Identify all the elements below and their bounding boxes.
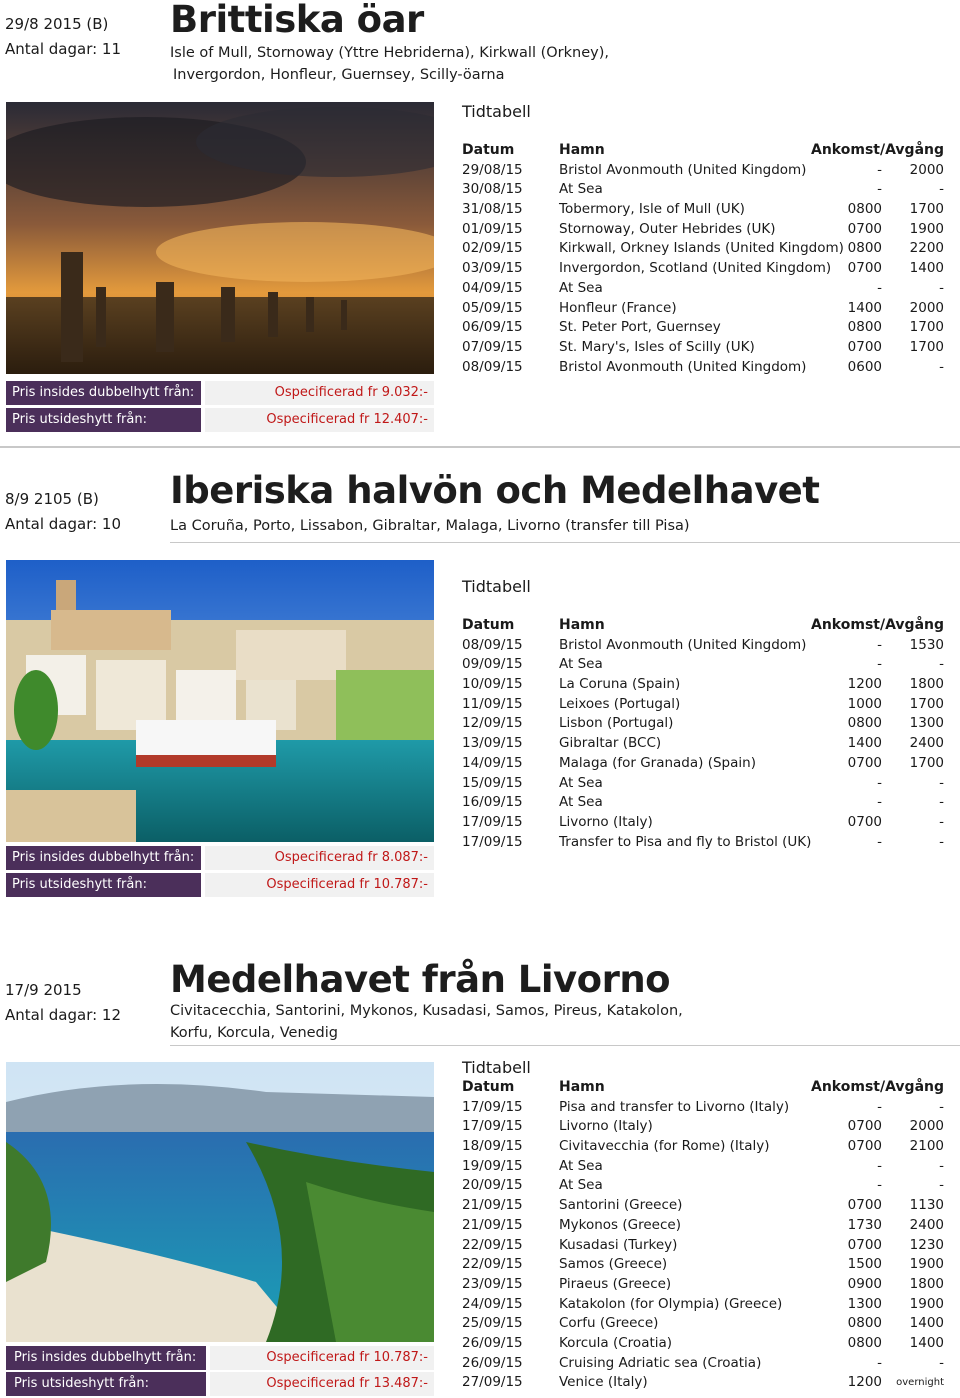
- row-departure: 1400: [909, 260, 944, 277]
- row-port: Santorini (Greece): [559, 1197, 683, 1214]
- row-departure: -: [939, 1098, 944, 1115]
- row-date: 17/09/15: [462, 1098, 523, 1115]
- row-arrival: 0900: [847, 1275, 882, 1292]
- row-arrival: 0800: [847, 1315, 882, 1332]
- row-date: 22/09/15: [462, 1236, 523, 1253]
- cruise-photo-harbor-town: [6, 560, 434, 842]
- row-arrival: 1300: [847, 1295, 882, 1312]
- row-port: Kusadasi (Turkey): [559, 1236, 678, 1253]
- row-arrival: 0800: [847, 1334, 882, 1351]
- row-date: 08/09/15: [462, 636, 523, 653]
- row-port: Kirkwall, Orkney Islands (United Kingdom): [559, 240, 844, 257]
- row-date: 08/09/15: [462, 358, 523, 375]
- row-date: 16/09/15: [462, 794, 523, 811]
- row-departure: -: [939, 774, 944, 791]
- row-departure: -: [939, 1157, 944, 1174]
- timetable-row: [462, 1157, 952, 1177]
- timetable-row: [462, 675, 952, 695]
- timetable-row: [462, 695, 952, 715]
- timetable-row: [462, 813, 952, 833]
- row-arrival: 1500: [847, 1256, 882, 1273]
- subtitle-line: Invergordon, Honfleur, Guernsey, Scilly-öarna: [173, 67, 505, 83]
- row-port: Katakolon (for Olympia) (Greece): [559, 1295, 783, 1312]
- cruise-days: Antal dagar: 10: [5, 515, 122, 533]
- row-arrival: 1400: [847, 735, 882, 752]
- col-port-header: Hamn: [559, 142, 605, 158]
- cruise-title: Medelhavet från Livorno: [170, 958, 671, 1001]
- row-date: 14/09/15: [462, 754, 523, 771]
- row-arrival: 0700: [847, 1197, 882, 1214]
- price-outside-row: [6, 873, 434, 897]
- row-date: 05/09/15: [462, 299, 523, 316]
- timetable-row: [462, 1117, 952, 1137]
- row-port: Invergordon, Scotland (United Kingdom): [559, 260, 832, 277]
- row-arrival: -: [877, 794, 882, 811]
- cruise-date: 17/9 2015: [5, 981, 82, 999]
- timetable-header: [462, 141, 952, 161]
- cruise-date: 8/9 2105 (B): [5, 490, 99, 508]
- col-arr-dep-header: Ankomst/Avgång: [811, 617, 944, 633]
- col-port-header: Hamn: [559, 617, 605, 633]
- timetable-row: [462, 239, 952, 259]
- timetable-row: [462, 1098, 952, 1118]
- row-port: Mykonos (Greece): [559, 1216, 681, 1233]
- row-arrival: 0700: [847, 1236, 882, 1253]
- subtitle-line: Korfu, Korcula, Venedig: [170, 1025, 338, 1041]
- row-date: 07/09/15: [462, 338, 523, 355]
- row-date: 17/09/15: [462, 813, 523, 830]
- row-port: Malaga (for Granada) (Spain): [559, 754, 756, 771]
- row-departure: 1700: [909, 338, 944, 355]
- row-departure: -: [939, 656, 944, 673]
- price-outside-value: Ospecificerad fr 10.787:-: [205, 873, 434, 897]
- row-departure: 1900: [909, 1256, 944, 1273]
- cruise-3-meta: [5, 978, 121, 1028]
- price-inside-label: Pris insides dubbelhytt från:: [6, 846, 201, 870]
- row-date: 22/09/15: [462, 1256, 523, 1273]
- row-arrival: 0700: [847, 260, 882, 277]
- subtitle-line: Civitacecchia, Santorini, Mykonos, Kusadasi, Samos, Pireus, Katakolon,: [170, 1003, 683, 1019]
- timetable-row: [462, 833, 952, 853]
- row-port: Venice (Italy): [559, 1374, 648, 1391]
- price-outside-value: Ospecificerad fr 12.407:-: [205, 408, 434, 432]
- row-arrival: 0700: [847, 754, 882, 771]
- row-departure: 2100: [909, 1138, 944, 1155]
- price-outside-label: Pris utsideshytt från:: [6, 873, 201, 897]
- row-port: Corfu (Greece): [559, 1315, 659, 1332]
- row-port: At Sea: [559, 656, 603, 673]
- row-port: Livorno (Italy): [559, 1118, 653, 1135]
- cruise-title: Brittiska öar: [170, 0, 424, 41]
- timetable-row: [462, 774, 952, 794]
- timetable-row: [462, 1137, 952, 1157]
- row-date: 29/08/15: [462, 161, 523, 178]
- row-port: At Sea: [559, 774, 603, 791]
- row-date: 13/09/15: [462, 735, 523, 752]
- row-date: 09/09/15: [462, 656, 523, 673]
- timetable: [462, 616, 952, 852]
- row-port: Lisbon (Portugal): [559, 715, 674, 732]
- row-departure: 2400: [909, 1216, 944, 1233]
- timetable-row: [462, 200, 952, 220]
- row-departure: -: [939, 358, 944, 375]
- title-underline: [170, 1045, 960, 1046]
- row-departure: -: [939, 1354, 944, 1371]
- timetable-row: [462, 754, 952, 774]
- col-arr-dep-header: Ankomst/Avgång: [811, 1079, 944, 1095]
- row-date: 20/09/15: [462, 1177, 523, 1194]
- timetable-row: [462, 318, 952, 338]
- cruise-days: Antal dagar: 12: [5, 1006, 122, 1024]
- timetable-title: Tidtabell: [462, 1058, 531, 1077]
- timetable-row: [462, 714, 952, 734]
- row-date: 30/08/15: [462, 181, 523, 198]
- subtitle-line: Isle of Mull, Stornoway (Yttre Hebriderna), Kirkwall (Orkney),: [170, 45, 609, 61]
- row-port: Stornoway, Outer Hebrides (UK): [559, 220, 776, 237]
- row-arrival: 1200: [847, 1374, 882, 1391]
- timetable-row: [462, 338, 952, 358]
- row-departure: 2000: [909, 1118, 944, 1135]
- row-departure: 2000: [909, 161, 944, 178]
- timetable-row: [462, 259, 952, 279]
- row-date: 03/09/15: [462, 260, 523, 277]
- row-port: Gibraltar (BCC): [559, 735, 662, 752]
- timetable-row: [462, 1354, 952, 1374]
- timetable-row: [462, 220, 952, 240]
- title-underline: [170, 542, 960, 543]
- price-inside-value: Ospecificerad fr 9.032:-: [205, 381, 434, 405]
- row-departure: 1900: [909, 220, 944, 237]
- row-port: Leixoes (Portugal): [559, 695, 681, 712]
- cruise-subtitle: [170, 42, 609, 86]
- row-port: La Coruna (Spain): [559, 676, 681, 693]
- row-date: 02/09/15: [462, 240, 523, 257]
- row-departure: 1300: [909, 715, 944, 732]
- timetable-row: [462, 636, 952, 656]
- timetable-row: [462, 1176, 952, 1196]
- row-arrival: -: [877, 636, 882, 653]
- row-arrival: 0800: [847, 240, 882, 257]
- row-date: 24/09/15: [462, 1295, 523, 1312]
- row-port: Civitavecchia (for Rome) (Italy): [559, 1138, 770, 1155]
- row-port: Transfer to Pisa and fly to Bristol (UK): [559, 833, 812, 850]
- row-arrival: -: [877, 1354, 882, 1371]
- row-departure: 1800: [909, 1275, 944, 1292]
- row-departure: 2400: [909, 735, 944, 752]
- timetable-row: [462, 1236, 952, 1256]
- price-outside-row: [6, 408, 434, 432]
- cruise-photo-greek-bay: [6, 1062, 434, 1342]
- row-port: At Sea: [559, 279, 603, 296]
- row-date: 27/09/15: [462, 1374, 523, 1391]
- row-date: 15/09/15: [462, 774, 523, 791]
- row-arrival: -: [877, 1098, 882, 1115]
- cruise-subtitle: [170, 515, 690, 537]
- timetable: [462, 141, 952, 377]
- timetable-row: [462, 358, 952, 378]
- timetable-row: [462, 655, 952, 675]
- row-port: Bristol Avonmouth (United Kingdom): [559, 358, 807, 375]
- row-departure: 1700: [909, 319, 944, 336]
- row-date: 25/09/15: [462, 1315, 523, 1332]
- row-arrival: 0700: [847, 813, 882, 830]
- section-divider: [0, 446, 960, 448]
- timetable-row: [462, 1373, 952, 1393]
- row-port: At Sea: [559, 1177, 603, 1194]
- timetable-title: Tidtabell: [462, 102, 531, 121]
- row-port: Pisa and transfer to Livorno (Italy): [559, 1098, 790, 1115]
- row-port: St. Mary's, Isles of Scilly (UK): [559, 338, 755, 355]
- row-departure: 1700: [909, 754, 944, 771]
- timetable-title: Tidtabell: [462, 577, 531, 596]
- row-departure: -: [939, 813, 944, 830]
- timetable-row: [462, 1255, 952, 1275]
- price-inside-row: [6, 846, 434, 870]
- timetable-row: [462, 1314, 952, 1334]
- row-arrival: -: [877, 1157, 882, 1174]
- col-date-header: Datum: [462, 1079, 515, 1095]
- row-arrival: 1200: [847, 676, 882, 693]
- timetable-row: [462, 1275, 952, 1295]
- row-departure: -: [939, 794, 944, 811]
- col-date-header: Datum: [462, 617, 515, 633]
- timetable-row: [462, 1216, 952, 1236]
- price-outside-label: Pris utsideshytt från:: [6, 1372, 206, 1396]
- row-departure: 2000: [909, 299, 944, 316]
- timetable-row: [462, 1295, 952, 1315]
- timetable-header: [462, 1078, 952, 1098]
- row-port: Bristol Avonmouth (United Kingdom): [559, 161, 807, 178]
- col-date-header: Datum: [462, 142, 515, 158]
- row-date: 31/08/15: [462, 201, 523, 218]
- row-arrival: -: [877, 833, 882, 850]
- row-departure: -: [939, 279, 944, 296]
- timetable-row: [462, 279, 952, 299]
- timetable-row: [462, 180, 952, 200]
- row-arrival: 0600: [847, 358, 882, 375]
- row-arrival: 1000: [847, 695, 882, 712]
- subtitle-line: La Coruña, Porto, Lissabon, Gibraltar, Malaga, Livorno (transfer till Pisa): [170, 518, 690, 534]
- row-port: At Sea: [559, 794, 603, 811]
- price-inside-value: Ospecificerad fr 10.787:-: [210, 1346, 434, 1370]
- row-departure: 1530: [909, 636, 944, 653]
- row-departure: 1400: [909, 1334, 944, 1351]
- price-outside-label: Pris utsideshytt från:: [6, 408, 201, 432]
- row-arrival: -: [877, 161, 882, 178]
- price-inside-label: Pris insides dubbelhytt från:: [6, 1346, 206, 1370]
- row-date: 12/09/15: [462, 715, 523, 732]
- timetable-row: [462, 793, 952, 813]
- row-date: 17/09/15: [462, 833, 523, 850]
- cruise-title: Iberiska halvön och Medelhavet: [170, 469, 820, 512]
- row-port: Honfleur (France): [559, 299, 677, 316]
- price-inside-label: Pris insides dubbelhytt från:: [6, 381, 201, 405]
- timetable-row: [462, 734, 952, 754]
- row-date: 19/09/15: [462, 1157, 523, 1174]
- price-outside-row: [6, 1372, 434, 1396]
- row-departure: 2200: [909, 240, 944, 257]
- price-outside-value: Ospecificerad fr 13.487:-: [210, 1372, 434, 1396]
- cruise-days: Antal dagar: 11: [5, 40, 122, 58]
- row-port: At Sea: [559, 1157, 603, 1174]
- row-arrival: 0800: [847, 319, 882, 336]
- cruise-subtitle: [170, 1000, 683, 1044]
- timetable: [462, 1078, 952, 1393]
- row-date: 26/09/15: [462, 1334, 523, 1351]
- row-port: St. Peter Port, Guernsey: [559, 319, 721, 336]
- price-inside-row: [6, 381, 434, 405]
- row-arrival: 1400: [847, 299, 882, 316]
- cruise-1-meta: [5, 12, 121, 62]
- row-date: 21/09/15: [462, 1197, 523, 1214]
- timetable-row: [462, 161, 952, 181]
- row-departure: 1230: [909, 1236, 944, 1253]
- row-arrival: 1730: [847, 1216, 882, 1233]
- row-departure: overnight: [896, 1377, 944, 1389]
- row-port: Bristol Avonmouth (United Kingdom): [559, 636, 807, 653]
- row-arrival: 0700: [847, 220, 882, 237]
- row-date: 10/09/15: [462, 676, 523, 693]
- row-departure: -: [939, 833, 944, 850]
- row-date: 01/09/15: [462, 220, 523, 237]
- cruise-photo-standing-stones: [6, 102, 434, 374]
- row-arrival: 0800: [847, 715, 882, 732]
- row-date: 18/09/15: [462, 1138, 523, 1155]
- row-departure: 1130: [909, 1197, 944, 1214]
- row-departure: -: [939, 181, 944, 198]
- row-date: 21/09/15: [462, 1216, 523, 1233]
- col-arr-dep-header: Ankomst/Avgång: [811, 142, 944, 158]
- row-departure: 1800: [909, 676, 944, 693]
- row-port: Cruising Adriatic sea (Croatia): [559, 1354, 762, 1371]
- row-departure: 1400: [909, 1315, 944, 1332]
- row-arrival: 0700: [847, 338, 882, 355]
- row-arrival: -: [877, 279, 882, 296]
- timetable-row: [462, 299, 952, 319]
- row-departure: 1900: [909, 1295, 944, 1312]
- timetable-row: [462, 1196, 952, 1216]
- row-arrival: -: [877, 774, 882, 791]
- row-date: 23/09/15: [462, 1275, 523, 1292]
- row-port: Korcula (Croatia): [559, 1334, 673, 1351]
- row-departure: 1700: [909, 695, 944, 712]
- row-date: 04/09/15: [462, 279, 523, 296]
- row-port: Tobermory, Isle of Mull (UK): [559, 201, 745, 218]
- cruise-2-meta: [5, 487, 121, 537]
- cruise-date: 29/8 2015 (B): [5, 15, 109, 33]
- row-port: Samos (Greece): [559, 1256, 668, 1273]
- row-arrival: 0700: [847, 1138, 882, 1155]
- row-arrival: 0700: [847, 1118, 882, 1135]
- price-inside-row: [6, 1346, 434, 1370]
- row-date: 26/09/15: [462, 1354, 523, 1371]
- col-port-header: Hamn: [559, 1079, 605, 1095]
- row-date: 17/09/15: [462, 1118, 523, 1135]
- timetable-row: [462, 1334, 952, 1354]
- row-date: 11/09/15: [462, 695, 523, 712]
- row-departure: 1700: [909, 201, 944, 218]
- row-arrival: -: [877, 1177, 882, 1194]
- row-arrival: -: [877, 181, 882, 198]
- price-inside-value: Ospecificerad fr 8.087:-: [205, 846, 434, 870]
- row-arrival: -: [877, 656, 882, 673]
- row-departure: -: [939, 1177, 944, 1194]
- timetable-header: [462, 616, 952, 636]
- row-port: At Sea: [559, 181, 603, 198]
- row-arrival: 0800: [847, 201, 882, 218]
- row-port: Piraeus (Greece): [559, 1275, 672, 1292]
- row-port: Livorno (Italy): [559, 813, 653, 830]
- row-date: 06/09/15: [462, 319, 523, 336]
